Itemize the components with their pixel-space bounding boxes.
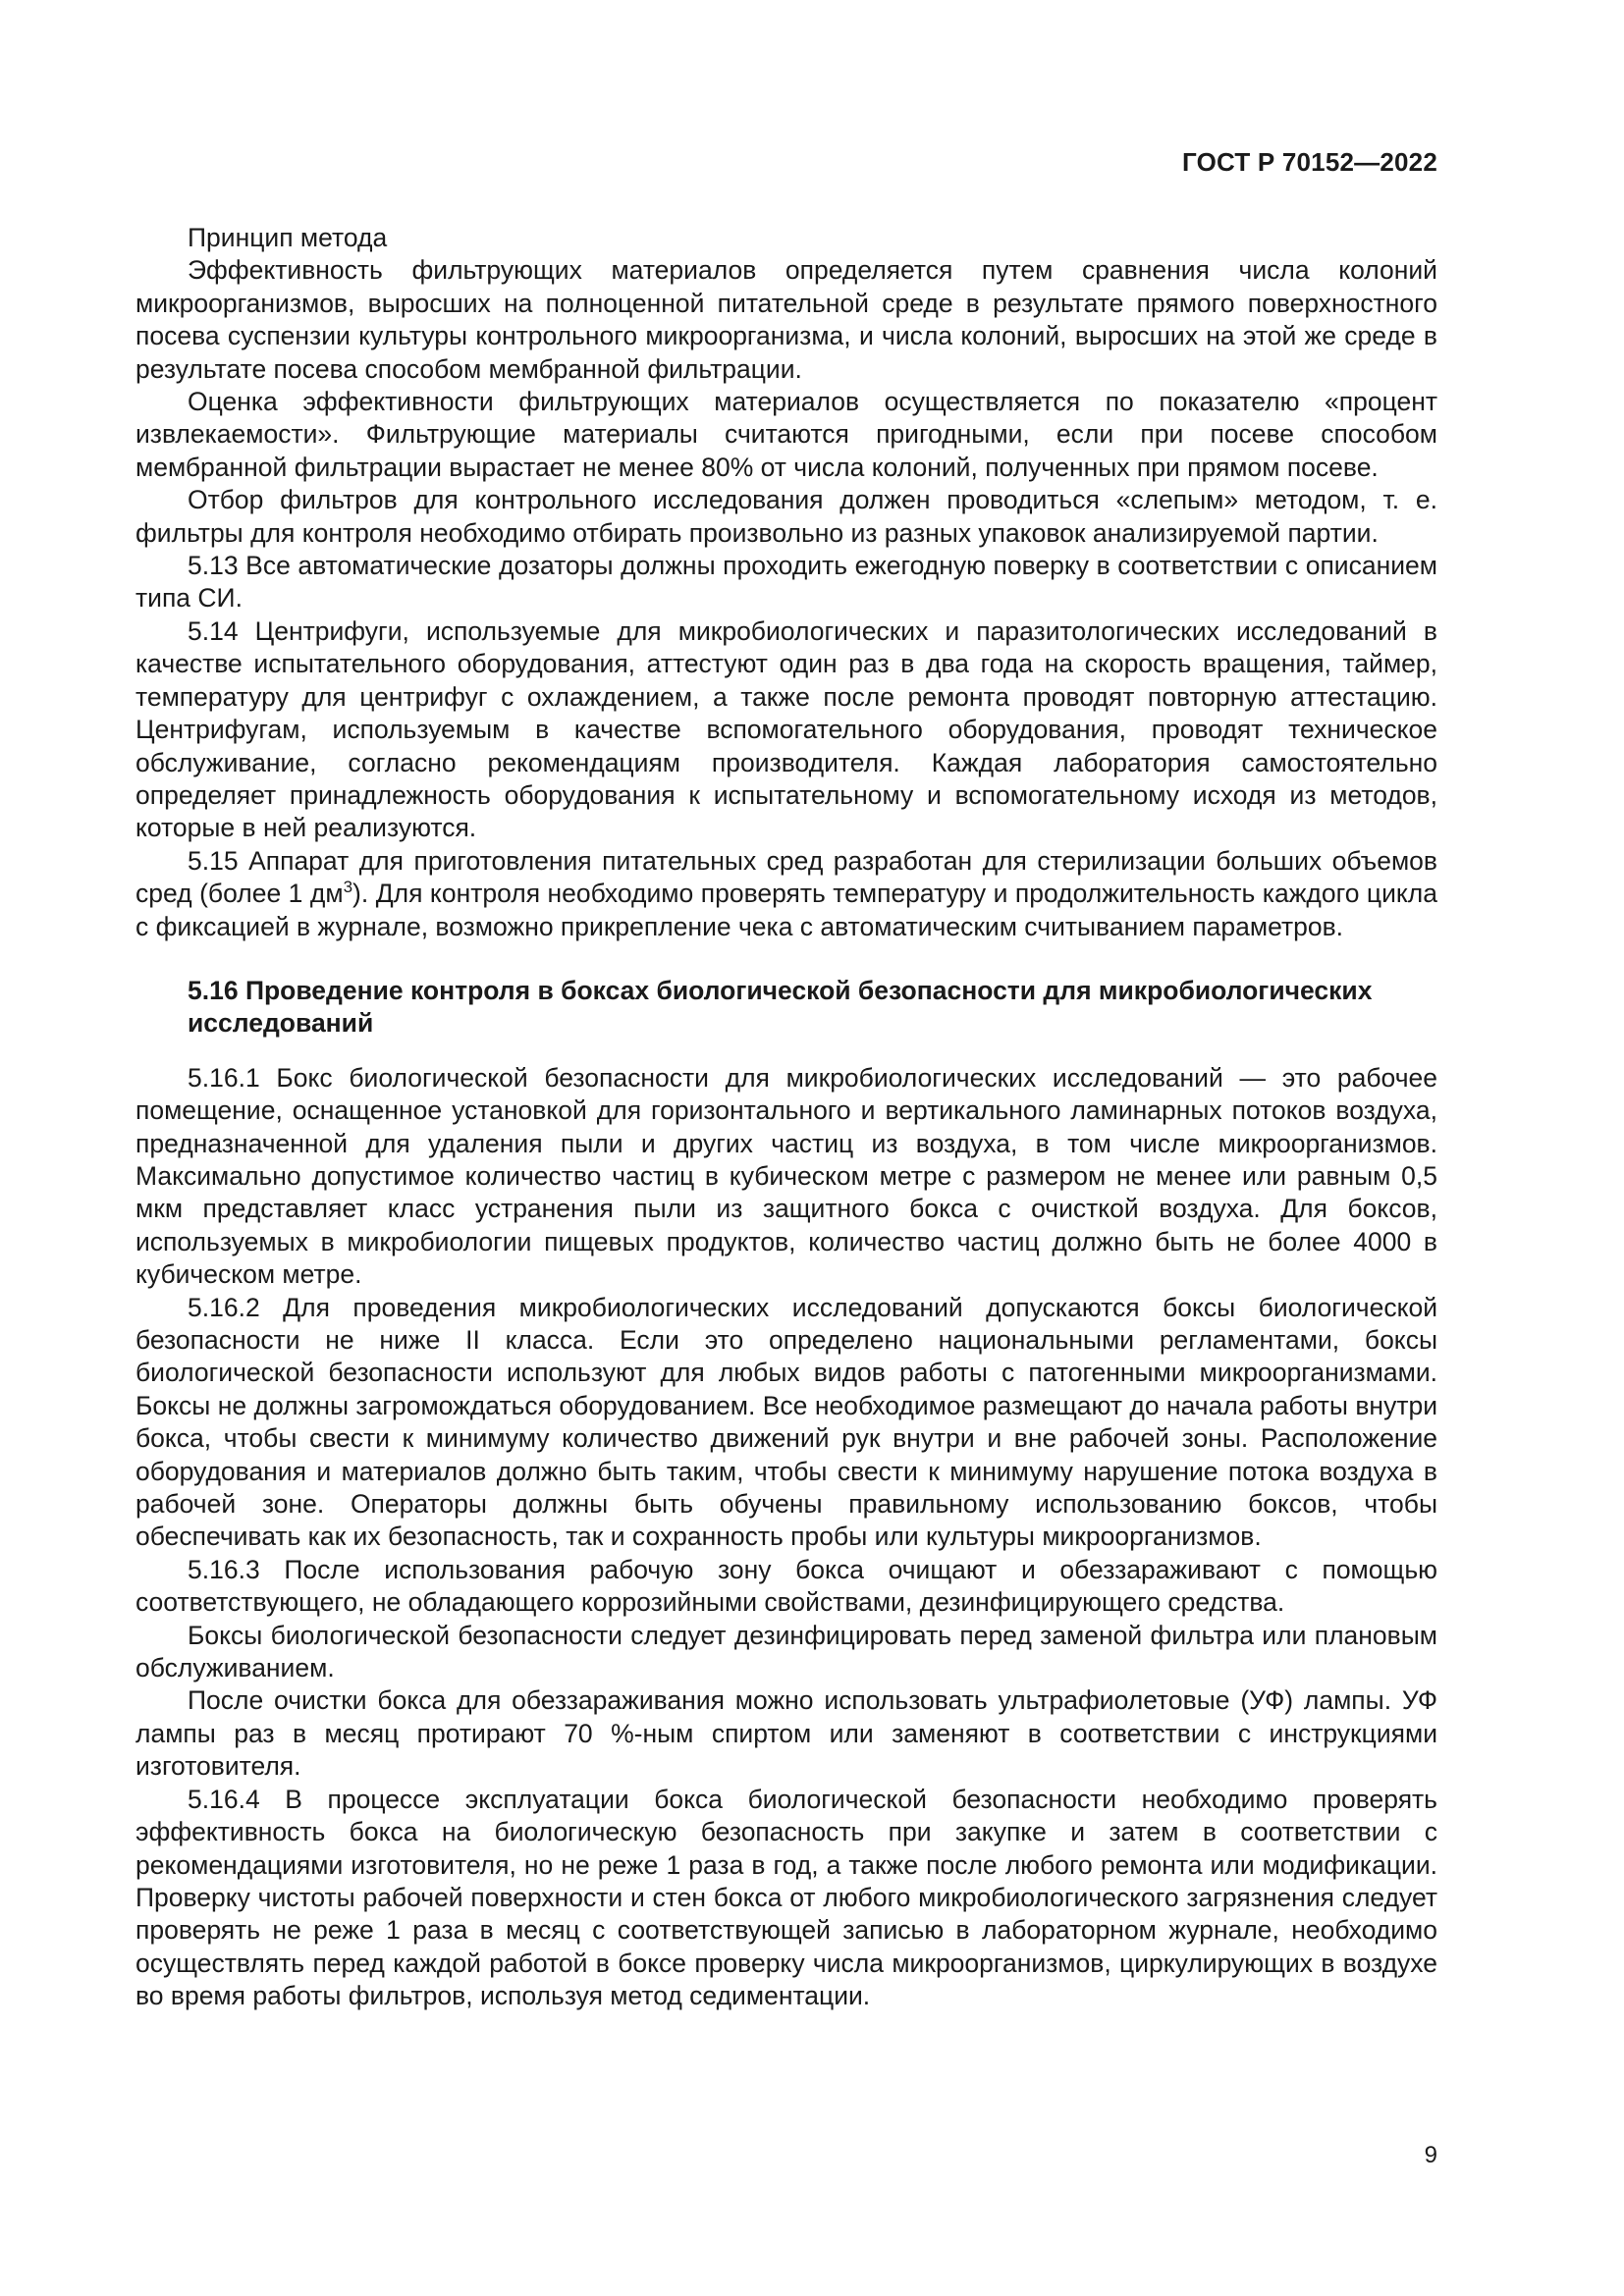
paragraph-5-14: 5.14 Центрифуги, используемые для микробиологических и паразитологических исследований в качестве испытательного оборудования, аттестуют один раз в два года на скорость вращения, таймер, температуру для центрифуг с охлаждением, а также после ремонта проводят повторную аттестацию. Центрифугам, используемым в качестве вспомогательного оборудования, проводят техническое обслуживание, согласно рекомендациям производителя. Каждая лаборатория самостоятельно определяет принадлежность оборудования к испытательному и вспомогательному исходя из методов, которые в ней реализуются.	[135, 615, 1437, 843]
paragraph-5-16-3: 5.16.3 После использования рабочую зону бокса очищают и обеззараживают с помощью соответствующего, не обладающего коррозийными свойствами, дезинфицирующего средства.	[135, 1554, 1437, 1618]
page-number: 9	[1424, 2142, 1437, 2168]
paragraph-box-disinfection: Боксы биологической безопасности следует дезинфицировать перед заменой фильтра или плановым обслуживанием.	[135, 1620, 1437, 1683]
paragraph-evaluation: Оценка эффективности фильтрующих материалов осуществляется по показателю «процент извлекаемости». Фильтрующие материалы считаются пригодными, если при посеве способом мембранной фильтрации вырастает не менее 80% от числа колоний, полученных при прямом посеве.	[135, 387, 1437, 482]
paragraph-5-16-4: 5.16.4 В процессе эксплуатации бокса биологической безопасности необходимо проверять эффективность бокса на биологическую безопасность при закупке и затем в соответствии с рекомендациями изготовителя, но не реже 1 раза в год, а также после любого ремонта или модификации. Проверку чистоты рабочей поверхности и стен бокса от любого микробиологического загрязнения следует проверять не реже 1 раза в месяц с соответствующей записью в лабораторном журнале, необходимо осуществлять перед каждой работой в боксе проверку числа микроорганизмов, циркулирующих в воздухе во время работы фильтров, используя метод седиментации.	[135, 1784, 1437, 2011]
paragraph-5-16-1: 5.16.1 Бокс биологической безопасности для микробиологических исследований — это рабочее помещение, оснащенное установкой для горизонтального и вертикального ламинарных потоков воздуха, предназначенной для удаления пыли и других частиц из воздуха, в том числе микроорганизмов. Максимально допустимое количество частиц в кубическом метре с размером не менее или равным 0,5 мкм представляет класс устранения пыли из защитного бокса с очисткой воздуха. Для боксов, используемых в микробиологии пищевых продуктов, количество частиц должно быть не более 4000 в кубическом метре.	[135, 1062, 1437, 1290]
paragraph-method-principle: Принцип метода	[188, 223, 388, 252]
paragraph-filter-selection: Отбор фильтров для контрольного исследования должен проводиться «слепым» методом, т. е. фильтры для контроля необходимо отбирать произвольно из разных упаковок анализируемой партии.	[135, 485, 1437, 548]
paragraph-uv-lamps: После очистки бокса для обеззараживания можно использовать ультрафиолетовые (УФ) лампы. УФ лампы раз в месяц протирают 70 %-ным спиртом или заменяют в соответствии с инструкциями изготовителя.	[135, 1685, 1437, 1782]
paragraph-5-15-part2: ). Для контроля необходимо проверять температуру и продолжительность каждого цикла с фиксацией в журнале, возможно прикрепление чека с автоматическим считыванием параметров.	[135, 879, 1437, 941]
paragraph-5-15-part1: 5.15 Аппарат для приготовления питательных сред разработан для стерилизации больших объемов сред (более 1 дм	[135, 845, 1437, 909]
document-body	[135, 222, 1437, 2013]
superscript-3: 3	[343, 878, 353, 897]
paragraph-efficiency: Эффективность фильтрующих материалов определяется путем сравнения числа колоний микроорганизмов, выросших на полноценной питательной среде в результате прямого поверхностного посева суспензии культуры контрольного микроорганизма, и числа колоний, выросших на этой же среде в результате посева способом мембранной фильтрации.	[135, 255, 1437, 384]
paragraph-5-16-2: 5.16.2 Для проведения микробиологических исследований допускаются боксы биологической безопасности не ниже II класса. Если это определено национальными регламентами, боксы биологической безопасности используют для любых видов работы с патогенными микроорганизмами. Боксы не должны загромождаться оборудованием. Все необходимое размещают до начала работы внутри бокса, чтобы свести к минимуму количество движений рук внутри и вне рабочей зоны. Расположение оборудования и материалов должно быть таким, чтобы свести к минимуму нарушение потока воздуха в рабочей зоне. Операторы должны быть обучены правильному использованию боксов, чтобы обеспечивать как их безопасность, так и сохранность пробы или культуры микроорганизмов.	[135, 1292, 1437, 1552]
document-header: ГОСТ Р 70152—2022	[1182, 147, 1437, 177]
paragraph-5-15	[135, 845, 1437, 943]
paragraph-5-13: 5.13 Все автоматические дозаторы должны проходить ежегодную поверку в соответствии с описанием типа СИ.	[135, 551, 1437, 614]
section-heading-5-16: 5.16 Проведение контроля в боксах биологической безопасности для микробиологических исследований	[188, 975, 1373, 1039]
